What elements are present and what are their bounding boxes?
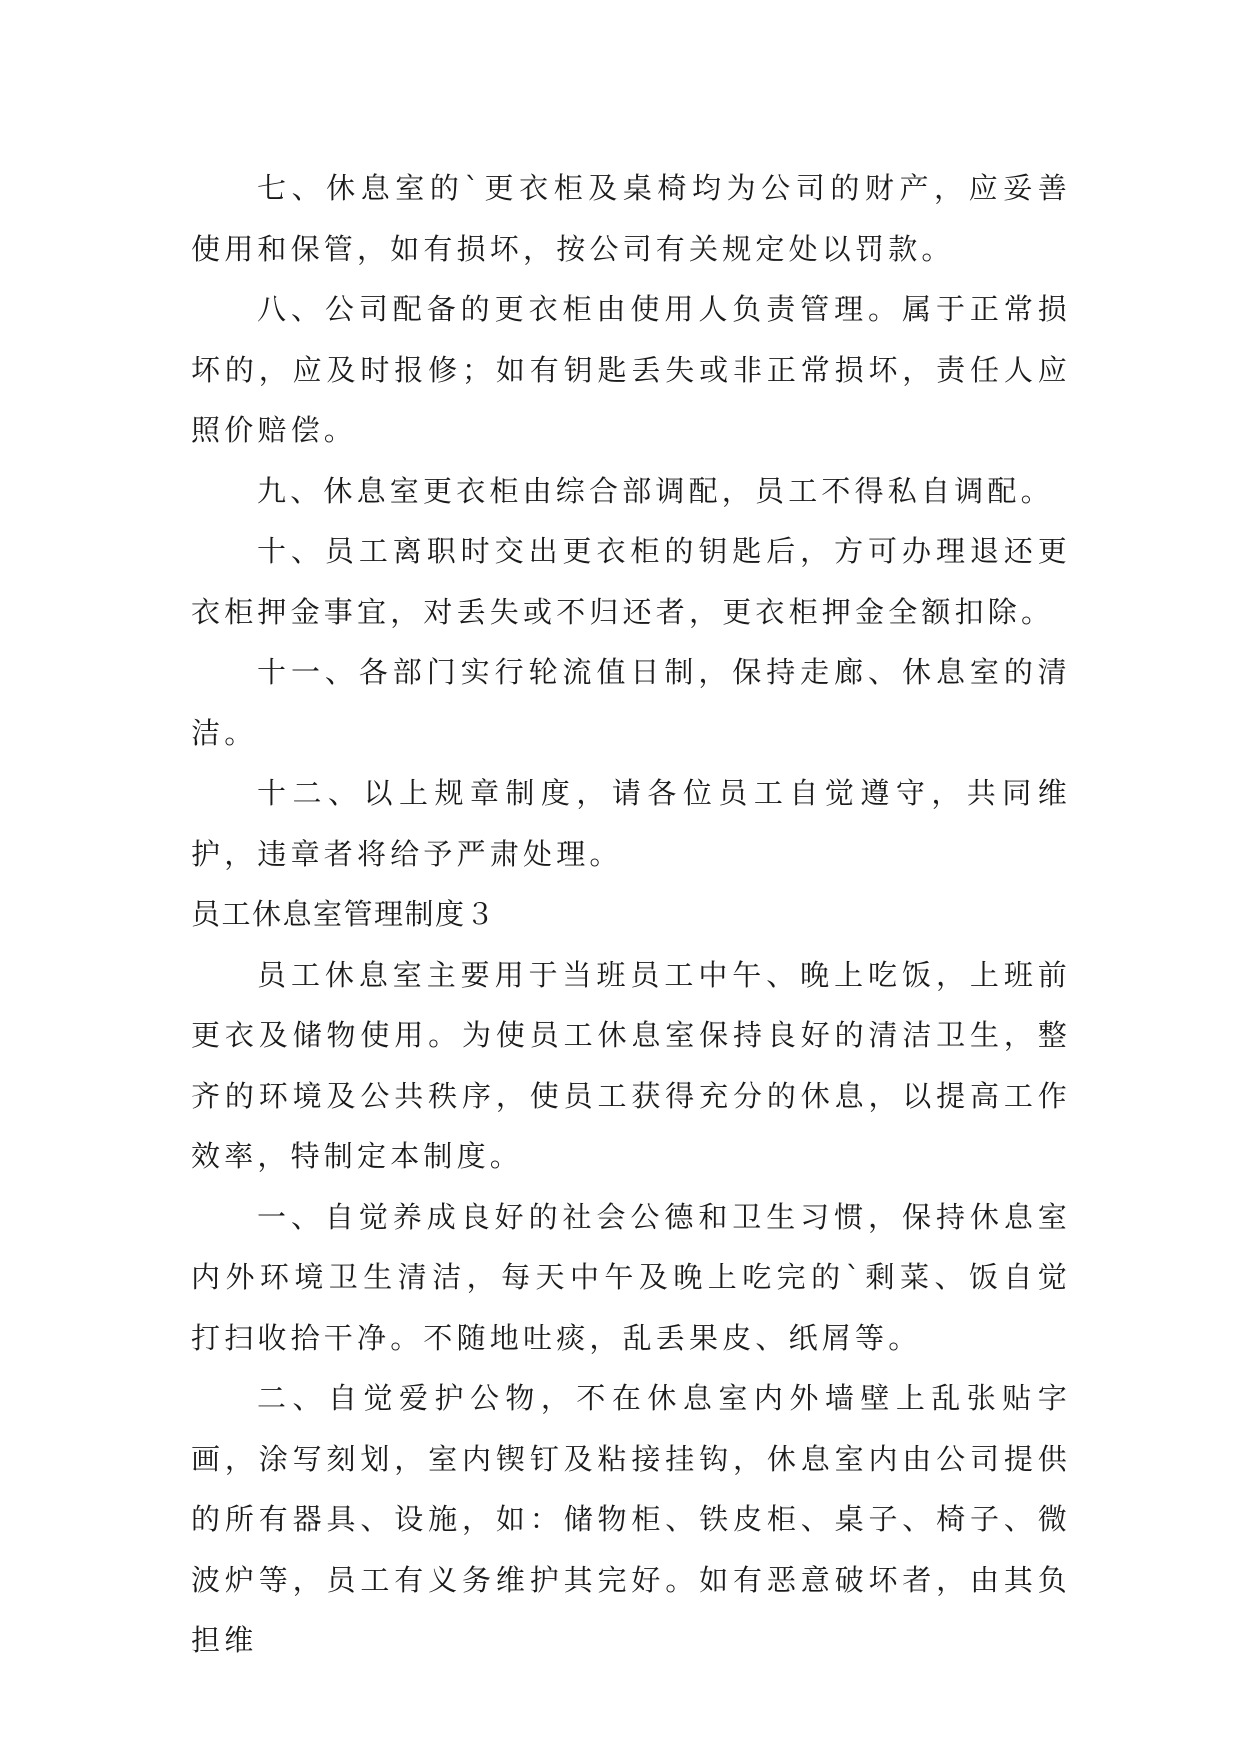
paragraph-rule-11: 十一、各部门实行轮流值日制，保持走廊、休息室的清洁。: [191, 655, 1071, 750]
paragraph-rule-7: 七、休息室的`更衣柜及桌椅均为公司的财产，应妥善使用和保管，如有损坏，按公司有关规定处以罚款。: [191, 171, 1071, 266]
paragraph-rule-10: 十、员工离职时交出更衣柜的钥匙后，方可办理退还更衣柜押金事宜，对丢失或不归还者，更衣柜押金全额扣除。: [191, 534, 1071, 629]
paragraph-rule-8: 八、公司配备的更衣柜由使用人负责管理。属于正常损坏的，应及时报修；如有钥匙丢失或非正常损坏，责任人应照价赔偿。: [191, 292, 1071, 447]
paragraph-rule-9: 九、休息室更衣柜由综合部调配，员工不得私自调配。: [257, 473, 1054, 508]
section-heading: 员工休息室管理制度３: [191, 897, 497, 931]
paragraph-rule-12: 十二、以上规章制度，请各位员工自觉遵守，共同维护，违章者将给予严肃处理。: [191, 776, 1071, 871]
paragraph-intro: 员工休息室主要用于当班员工中午、晚上吃饭，上班前更衣及储物使用。为使员工休息室保持良好的清洁卫生，整齐的环境及公共秩序，使员工获得充分的休息，以提高工作效率，特制定本制度。: [191, 957, 1071, 1173]
document-body: [191, 158, 1071, 1671]
paragraph-rule-1: 一、自觉养成良好的社会公德和卫生习惯，保持休息室内外环境卫生清洁，每天中午及晚上吃完的`剩菜、饭自觉打扫收拾干净。不随地吐痰，乱丢果皮、纸屑等。: [191, 1199, 1071, 1355]
paragraph-rule-2: 二、自觉爱护公物，不在休息室内外墙壁上乱张贴字画，涂写刻划，室内锲钉及粘接挂钩，休息室内由公司提供的所有器具、设施，如：储物柜、铁皮柜、桌子、椅子、微波炉等，员工有义务维护其完好。如有恶意破坏者，由其负担维: [191, 1381, 1071, 1657]
